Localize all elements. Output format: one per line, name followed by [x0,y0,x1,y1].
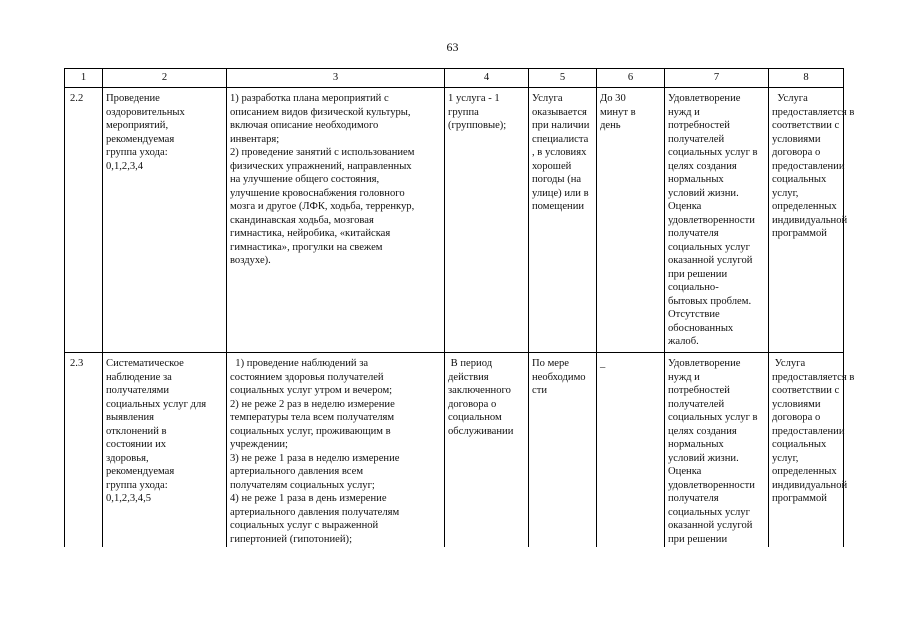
cell-line: день [600,120,621,131]
cell-line: социальном [448,412,502,423]
cell-line: социальных [772,439,827,450]
cell-line: социальных услуг с выраженной [230,520,379,531]
service-term-cell [597,353,665,548]
cell-line: температуры тела всем получателям [230,412,395,423]
cell-line: социальных услуг, проживающим в [230,425,391,437]
cell-line: Удовлетворение [668,358,741,369]
cell-line: погоды (на [532,174,582,185]
cell-line: предоставляется в [772,106,855,118]
cell-line: группа ухода: [106,147,168,158]
cell-line: бытовых проблем. [668,295,752,307]
cell-line: программой [772,493,827,504]
cell-line: договора о [448,398,497,410]
cell-line: обоснованных [668,322,734,334]
row-number: 2.3 [65,353,103,548]
cell-line: заключенного [448,385,511,396]
cell-line: нормальных [668,439,724,450]
service-quality-cell [665,353,769,548]
cell-line: Услуга [532,93,563,104]
cell-line: 0,1,2,3,4 [106,160,144,172]
cell-line: получателей [668,133,725,145]
cell-line: индивидуальной [772,479,848,491]
cell-line: предоставлении [772,425,845,437]
cell-line: условий жизни. [668,187,739,199]
service-name-cell [103,353,227,548]
header-row [65,69,844,88]
cell-line: определенных [772,201,837,212]
service-unit-cell [445,88,529,353]
cell-line: целях создания [668,160,737,172]
cell-line: группа ухода: [106,479,168,491]
cell-line: 3) не реже 1 раза в неделю измерение [230,452,400,464]
header-cell: 8 [769,69,844,88]
cell-line: социальных услуг утром и вечером; [230,385,393,396]
cell-line: потребностей [668,120,730,131]
header-cell: 5 [529,69,597,88]
cell-line: артериального давления всем [230,466,364,477]
cell-line: скандинавская ходьба, мозговая [230,214,374,226]
cell-line: получателей [668,398,725,410]
cell-line: программой [772,228,827,239]
cell-line: услуг, [772,452,799,464]
cell-line: получателя [668,228,719,239]
cell-line: жалоб. [668,336,699,347]
cell-line: Оценка [668,201,702,212]
service-description-cell [227,88,445,353]
header-cell: 2 [103,69,227,88]
cell-line: группа [448,106,479,118]
cell-line: социальных услуг [668,241,750,253]
cell-line: описанием видов физической культуры, [230,106,411,118]
cell-line: получателя [668,493,719,504]
cell-line: 4) не реже 1 раза в день измерение [230,493,387,504]
service-conditions-cell [529,88,597,353]
cell-line: Услуга [772,358,806,369]
header-cell: 3 [227,69,445,88]
cell-line: оказанной услугой [668,520,753,531]
cell-line: гипертонией (гипотонией); [230,533,353,545]
cell-line: состоянием здоровья получателей [230,371,384,383]
cell-line: соответствии с [772,120,840,131]
cell-line: Отсутствие [668,309,720,320]
cell-line: договора о [772,412,821,423]
cell-line: сти [532,385,548,396]
cell-line: гимнастика, нейробика, «китайская [230,228,391,239]
service-quality-cell [665,88,769,353]
cell-line: договора о [772,147,821,158]
cell-line: соответствии с [772,385,840,396]
cell-line: нужд и [668,371,700,383]
cell-line: социальных услуг для [106,398,207,410]
cell-line: инвентаря; [230,133,280,145]
cell-line: получателями [106,385,170,396]
cell-line: мероприятий, [106,120,169,131]
cell-line: нужд и [668,106,700,118]
cell-line: необходимо [532,371,586,383]
cell-line: физических упражнений, направленных [230,160,412,172]
service-name-cell [103,88,227,353]
cell-line: социально- [668,282,719,293]
header-cell: 7 [665,69,769,88]
cell-line: мозга и другое (ЛФК, ходьба, терренкур, [230,201,415,212]
header-cell: 4 [445,69,529,88]
cell-line: , в условиях [532,147,587,158]
cell-line: целях создания [668,425,737,437]
cell-line: учреждении; [230,439,288,450]
row-number: 2.2 [65,88,103,353]
cell-line: специалиста [532,133,589,145]
header-cell: 1 [65,69,103,88]
cell-line: условий жизни. [668,452,739,464]
table-row [65,353,844,548]
cell-line: Услуга [772,93,808,104]
service-description-cell [227,353,445,548]
cell-line: на улучшение общего состояния, [230,174,380,185]
cell-line: услуг, [772,187,799,199]
cell-line: До 30 [600,93,626,104]
cell-line: социальных услуг [668,506,750,518]
cell-line: обслуживании [448,425,514,437]
cell-line: социальных [772,174,827,185]
page-number: 63 [446,40,459,54]
cell-line: социальных услуг в [668,147,758,158]
cell-line: рекомендуемая [106,133,175,145]
cell-line: 1) проведение наблюдений за [230,358,369,369]
cell-line: оказанной услугой [668,255,753,266]
cell-line: (групповые); [448,120,507,131]
table-row [65,88,844,353]
cell-line: отклонений в [106,425,167,437]
cell-line: социальных услуг в [668,412,758,423]
cell-line: условиями [772,133,821,145]
cell-line: включая описание необходимого [230,120,379,131]
cell-line: Систематическое [106,358,184,369]
cell-line: хорошей [532,160,572,172]
cell-line: при решении [668,533,728,545]
service-provision-cell [769,353,855,548]
cell-line: удовлетворенности [668,214,755,226]
cell-line: Оценка [668,466,702,477]
cell-line: определенных [772,466,837,477]
service-unit-cell [445,353,529,548]
cell-line: нормальных [668,174,724,185]
service-term-cell [597,88,665,353]
cell-line: 1 услуга - 1 [448,93,500,104]
cell-line: оказывается [532,106,587,118]
cell-line: По мере [532,358,570,369]
service-conditions-cell [529,353,597,548]
cell-line: получателям социальных услуг; [230,479,375,491]
cell-line: предоставляется в [772,371,855,383]
cell-line: гимнастика», прогулки на свежем [230,241,383,253]
cell-line: индивидуальной [772,214,848,226]
cell-line: 2) не реже 2 раз в неделю измерение [230,398,395,410]
cell-line: воздухе). [230,255,271,266]
cell-line: Удовлетворение [668,93,741,104]
header-cell: 6 [597,69,665,88]
cell-line: 2) проведение занятий с использованием [230,147,415,158]
service-provision-cell [769,88,855,353]
cell-line: при решении [668,268,728,280]
cell-line: при наличии [532,120,590,131]
cell-line: улучшение кровоснабжения головного [230,187,405,199]
cell-line: выявления [106,412,155,423]
cell-line: минут в [600,106,636,118]
cell-line: 0,1,2,3,4,5 [106,493,152,504]
cell-line: условиями [772,398,821,410]
cell-line: состоянии их [106,439,167,450]
cell-line: удовлетворенности [668,479,755,491]
cell-line: предоставлении [772,160,845,172]
cell-line: В период [448,358,493,369]
cell-line: здоровья, [106,452,149,464]
cell-line: артериального давления получателям [230,506,400,518]
cell-line: улице) или в [532,187,589,199]
services-table [64,68,855,547]
cell-line: _ [600,358,606,369]
cell-line: Проведение [106,93,160,104]
cell-line: помещении [532,201,585,212]
cell-line: оздоровительных [106,106,185,118]
cell-line: потребностей [668,385,730,396]
cell-line: рекомендуемая [106,466,175,477]
cell-line: действия [448,371,489,383]
cell-line: 1) разработка плана мероприятий с [230,93,389,104]
cell-line: наблюдение за [106,371,172,383]
